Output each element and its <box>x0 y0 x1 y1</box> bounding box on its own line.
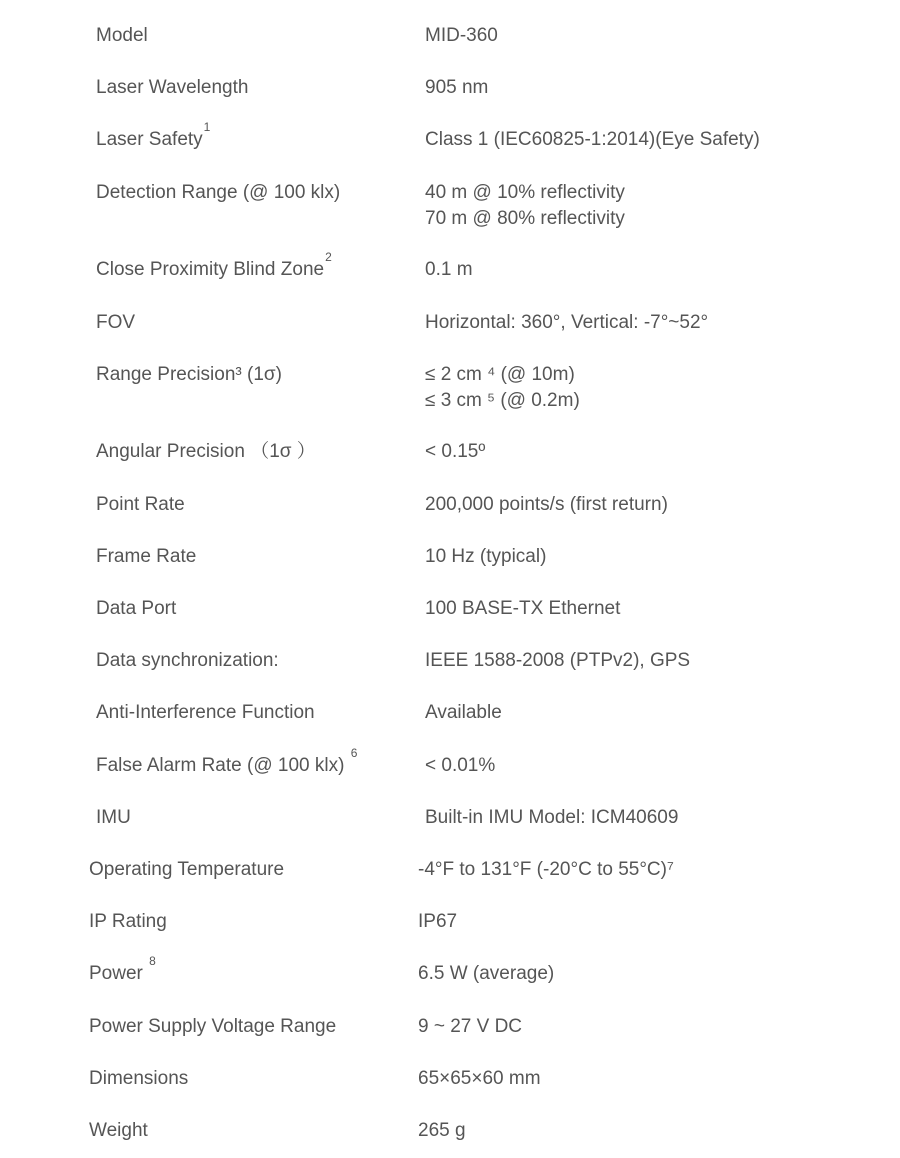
spec-value-line: Built-in IMU Model: ICM40609 <box>425 807 679 828</box>
spec-label-text: Dimensions <box>89 1068 189 1089</box>
spec-label <box>96 805 131 831</box>
spec-value <box>425 180 625 232</box>
spec-label <box>96 310 135 336</box>
spec-value <box>418 1066 541 1092</box>
spec-label <box>89 1014 336 1040</box>
spec-value <box>425 75 488 101</box>
spec-value-line: 6.5 W (average) <box>418 963 555 984</box>
spec-label <box>96 745 358 779</box>
spec-value-line: 10 Hz (typical) <box>425 546 547 567</box>
spec-label-text: Angular Precision （1σ ） <box>96 441 316 462</box>
spec-label-text: Laser Wavelength <box>96 77 249 98</box>
spec-label <box>96 596 176 622</box>
spec-label <box>89 1066 188 1092</box>
spec-value <box>418 1014 522 1040</box>
spec-label <box>96 362 282 388</box>
spec-value <box>425 596 620 622</box>
spec-value-line: Class 1 (IEC60825-1:2014)(Eye Safety) <box>425 129 760 150</box>
spec-value-line: 905 nm <box>425 77 489 98</box>
footnote-marker: 6 <box>350 745 358 760</box>
spec-label-text: Data Port <box>96 598 177 619</box>
spec-value-line: 0.1 m <box>425 259 473 280</box>
spec-value-line: MID-360 <box>425 25 498 46</box>
spec-value <box>425 700 502 726</box>
spec-label <box>96 249 332 283</box>
spec-label <box>96 23 148 49</box>
spec-value <box>425 805 678 831</box>
spec-label-text: IP Rating <box>89 911 167 932</box>
footnote-marker: 1 <box>203 119 211 134</box>
spec-label <box>96 700 315 726</box>
spec-value <box>425 362 580 414</box>
spec-label-text: FOV <box>96 312 136 333</box>
spec-value <box>425 257 473 283</box>
spec-label-text: Point Rate <box>96 494 185 515</box>
spec-label-text: Data synchronization: <box>96 650 279 671</box>
footnote-marker: 2 <box>325 249 332 264</box>
spec-value <box>425 544 546 570</box>
footnote-marker: 8 <box>149 953 156 968</box>
spec-label <box>89 909 167 935</box>
spec-value-line: -4°F to 131°F (-20°C to 55°C)⁷ <box>418 859 674 880</box>
spec-value-line: 65×65×60 mm <box>418 1068 541 1089</box>
spec-value-line: 70 m @ 80% reflectivity <box>425 208 625 229</box>
spec-value-line: IP67 <box>418 911 458 932</box>
spec-label <box>96 544 196 570</box>
spec-value <box>425 23 498 49</box>
spec-label-text: Range Precision³ (1σ) <box>96 364 282 385</box>
spec-value-line: Horizontal: 360°, Vertical: -7°~52° <box>425 312 709 333</box>
spec-label-text: Anti-Interference Function <box>96 702 315 723</box>
spec-label <box>96 75 248 101</box>
spec-value-line: 40 m @ 10% reflectivity <box>425 182 625 203</box>
spec-value <box>418 961 554 987</box>
spec-label-text: Laser Safety <box>96 129 203 150</box>
spec-value-line: IEEE 1588-2008 (PTPv2), GPS <box>425 650 691 671</box>
spec-value-line: < 0.01% <box>425 755 496 776</box>
spec-label-text: Frame Rate <box>96 546 197 567</box>
spec-label-text: Power Supply Voltage Range <box>89 1016 337 1037</box>
spec-label <box>96 119 211 153</box>
spec-value-line: Available <box>425 702 502 723</box>
spec-value-line: ≤ 2 cm ⁴ (@ 10m) <box>425 364 575 385</box>
spec-label <box>96 180 340 206</box>
spec-value <box>418 857 674 883</box>
spec-label-text: Detection Range (@ 100 klx) <box>96 182 341 203</box>
spec-label <box>96 439 316 465</box>
spec-label-text: Power <box>89 963 149 984</box>
spec-value-line: 265 g <box>418 1120 466 1141</box>
spec-value-line: ≤ 3 cm ⁵ (@ 0.2m) <box>425 390 580 411</box>
spec-value <box>425 753 495 779</box>
spec-value <box>425 648 690 674</box>
spec-value-line: 100 BASE-TX Ethernet <box>425 598 621 619</box>
spec-value <box>425 439 485 465</box>
spec-label <box>96 492 185 518</box>
spec-label-text: IMU <box>96 807 131 828</box>
spec-value-line: 200,000 points/s (first return) <box>425 494 668 515</box>
spec-value <box>418 909 457 935</box>
spec-label <box>89 1118 148 1144</box>
spec-value <box>425 127 760 153</box>
spec-value-line: < 0.15º <box>425 441 486 462</box>
spec-label-text: Close Proximity Blind Zone <box>96 259 325 280</box>
spec-value <box>425 492 668 518</box>
spec-label-text: Model <box>96 25 148 46</box>
spec-value-line: 9 ~ 27 V DC <box>418 1016 523 1037</box>
spec-label-text: Weight <box>89 1120 148 1141</box>
spec-label <box>96 648 279 674</box>
spec-value <box>418 1118 466 1144</box>
spec-label <box>89 857 284 883</box>
spec-value <box>425 310 708 336</box>
spec-label <box>89 953 156 987</box>
spec-label-text: False Alarm Rate (@ 100 klx) <box>96 755 350 776</box>
spec-label-text: Operating Temperature <box>89 859 285 880</box>
